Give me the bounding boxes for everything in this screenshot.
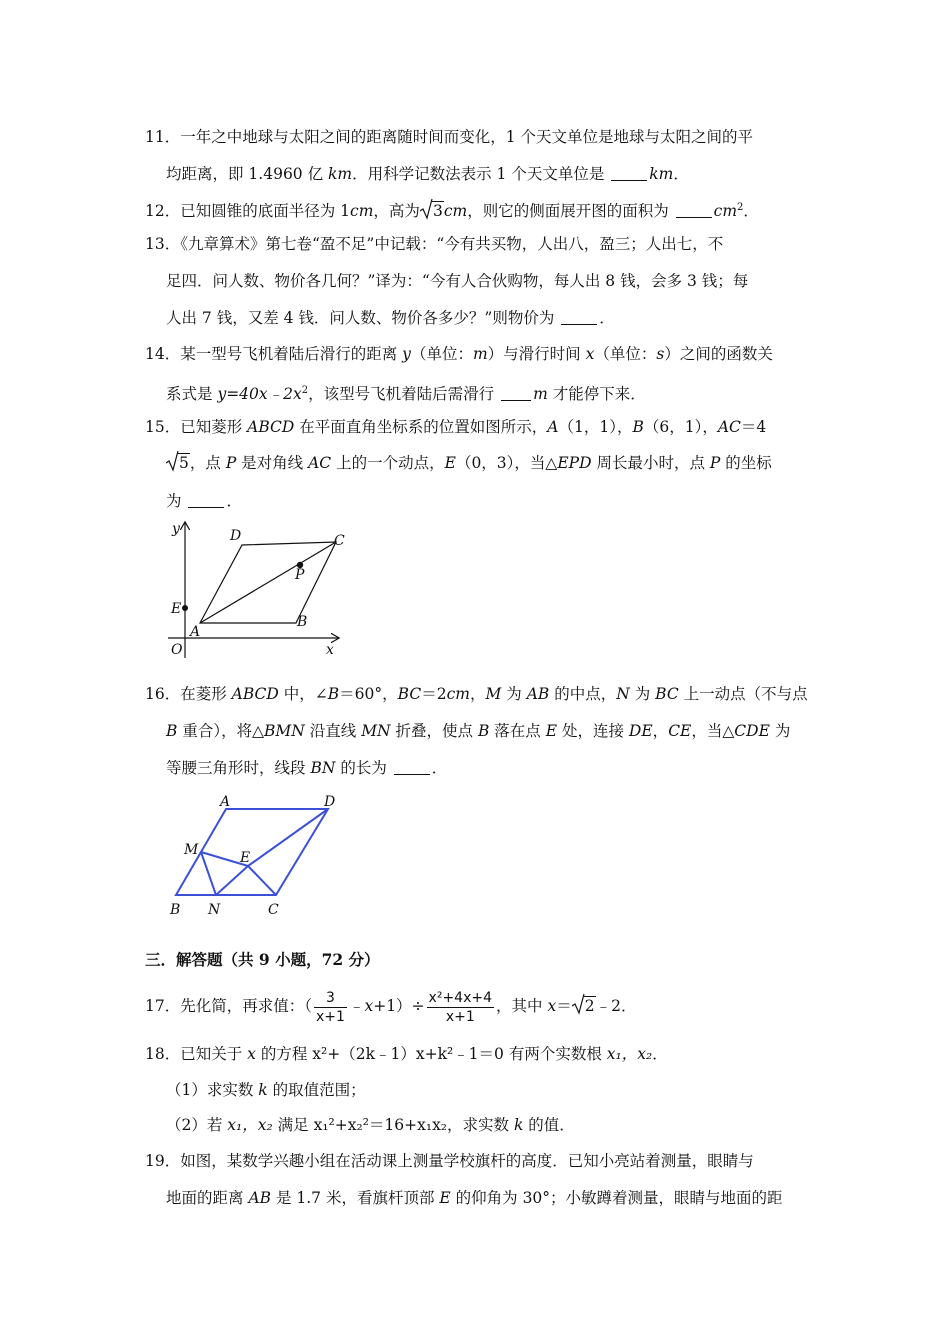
q14-line2 (166, 380, 646, 405)
frac2-denominator: x+1 (445, 1008, 475, 1025)
q16-end: ． (431, 759, 448, 777)
q19-line2 (166, 1187, 783, 1209)
q15-radicand: 5 (179, 454, 189, 472)
q17-t1: 先化简，再求值：（ (180, 997, 312, 1015)
q13-line1 (145, 233, 723, 255)
q16-t8: 为 (629, 685, 656, 703)
q18-k2: k (513, 1116, 524, 1134)
q11-unit: km (649, 165, 674, 183)
q16-t10: B (166, 722, 178, 740)
q14-x: x (585, 345, 595, 363)
q11-line1 (145, 126, 753, 148)
q16-abcd: ABCD (231, 685, 279, 703)
q18-t2: 的方程 (255, 1045, 313, 1063)
label-c: C (334, 533, 345, 549)
q19-t4: 的仰角为 30°；小敏蹲着测量，眼睛与地面的距 (450, 1189, 783, 1207)
segment-ne (216, 866, 248, 895)
q16-line1 (145, 683, 808, 705)
q16-rhombus-figure (160, 790, 350, 920)
q15-E: E (444, 454, 456, 472)
label-m: M (184, 842, 199, 858)
answer-blank (394, 760, 430, 775)
q15-t4: （6，1）， (643, 418, 718, 436)
q16-BN: BN (310, 759, 336, 777)
q15-end: ． (226, 492, 242, 510)
fraction-1 (314, 989, 347, 1026)
q16-t19: 等腰三角形时，线段 (166, 759, 311, 777)
q11-text2: 均距离，即 1.4960 亿 (166, 165, 329, 183)
answer-blank (501, 386, 531, 401)
q12-radicand: 3 (432, 202, 443, 221)
q12-sup: 2 (737, 202, 744, 213)
q18-eq: x²+（2k﹣1）x+k²﹣1＝0 (312, 1045, 504, 1063)
q13-end: ． (599, 309, 615, 327)
q15-A: A (547, 418, 559, 436)
q12-text3: ，则它的侧面展开图的面积为 (467, 202, 674, 221)
q13-line2: 足四．问人数、物价各几何？”译为：“今有人合伙购物，每人出 8 钱，会多 3 钱；每 (166, 272, 749, 290)
q17-t4: ，其中 (496, 997, 548, 1015)
q11-end: ． (673, 165, 689, 183)
q17-x2: x (547, 997, 557, 1015)
q16-t2: 中，∠ (278, 685, 328, 703)
q14-t2: （单位： (410, 345, 473, 363)
sqrt-symbol (166, 452, 190, 474)
q18-roots2: x₁，x₂ (227, 1116, 273, 1134)
q16-t1: 在菱形 (180, 685, 232, 703)
q18-t3: 有两个实数根 (503, 1045, 607, 1063)
frac2-numerator: x²+4x+4 (428, 989, 493, 1006)
q14-sup: 2 (301, 385, 309, 396)
q17-line1 (145, 986, 636, 1026)
q16-t15: 处，连接 (557, 722, 629, 740)
q16-number: 16． (145, 685, 181, 703)
answer-blank (676, 203, 712, 218)
q18-eq2: x₁²+x₂²＝16+x₁x₂ (313, 1116, 448, 1134)
q12-text: 已知圆锥的底面半径为 1 (180, 202, 351, 221)
answer-blank (561, 310, 597, 325)
sqrt-symbol (420, 200, 444, 222)
segment-mn (201, 852, 216, 895)
q19-line1 (145, 1150, 754, 1172)
q19-t2: 地面的距离 (166, 1189, 249, 1207)
q13-number: 13． (145, 235, 181, 253)
q14-t1: 某一型号飞机着陆后滑行的距离 (180, 345, 403, 363)
q16-BMN: BMN (264, 722, 305, 740)
section-heading: 三．解答题（共 9 小题，72 分） (145, 950, 380, 969)
q16-t6: 为 (501, 685, 527, 703)
q15-t11: 的坐标 (720, 454, 772, 472)
label-d: D (324, 794, 336, 810)
q16-M: M (485, 685, 502, 703)
label-a: A (190, 624, 201, 640)
answer-blank (611, 166, 647, 181)
q15-AC: AC (717, 418, 741, 436)
q16-CDE: CDE (734, 722, 770, 740)
q14-t4: （单位： (594, 345, 657, 363)
q15-P: P (225, 454, 237, 472)
q14-y: y (402, 345, 411, 363)
q15-t12: 为 (166, 492, 187, 510)
q16-t18: 为 (769, 722, 791, 740)
q15-t10: 周长最小时，点 (591, 454, 710, 472)
q14-unit: m (533, 385, 548, 404)
q16-line2 (166, 720, 790, 742)
q16-BC2: BC (655, 685, 679, 703)
q14-t7: ，该型号飞机着陆后需滑行 (308, 385, 500, 404)
label-b: B (170, 902, 181, 918)
q16-N: N (616, 685, 630, 703)
q15-t2: 在平面直角坐标系的位置如图所示， (294, 418, 548, 436)
q15-t9: （0，3），当△ (455, 454, 558, 472)
q19-AB: AB (248, 1189, 272, 1207)
q14-eq: y=40x﹣2x (217, 385, 302, 404)
q15-t8: 上的一个动点， (331, 454, 445, 472)
q14-t6: 系式是 (166, 385, 218, 404)
frac1-numerator: 3 (314, 989, 347, 1008)
q18-t1: 已知关于 (180, 1045, 248, 1063)
q12-cm: cm (350, 202, 374, 221)
q11-line2 (166, 163, 689, 185)
q19-t1: 如图，某数学兴趣小组在活动课上测量学校旗杆的高度．已知小亮站着测量，眼睛与 (180, 1152, 754, 1170)
q15-abcd: ABCD (247, 418, 295, 436)
q18-t6: （2）若 (166, 1116, 228, 1134)
q18-number: 18． (145, 1045, 181, 1063)
q11-text3: ．用科学记数法表示 1 个天文单位是 (352, 165, 610, 183)
q15-t1: 已知菱形 (180, 418, 248, 436)
q15-t3: （1，1）， (558, 418, 633, 436)
q18-t4: （1）求实数 (166, 1081, 259, 1099)
q15-B: B (632, 418, 644, 436)
q14-s: s (656, 345, 665, 363)
label-b: B (297, 614, 308, 630)
q13-text: 《九章算术》第七卷“盈不足”中记载：“今有共买物，人出八，盈三；人出七，不 (180, 235, 724, 253)
label-a: A (220, 794, 231, 810)
label-x: x (326, 642, 334, 658)
q17-t3: +1）÷ (373, 997, 425, 1015)
q16-MN: MN (361, 722, 391, 740)
q16-t16: ， (652, 722, 669, 740)
q14-t8: 才能停下来． (547, 385, 646, 404)
q16-line3 (166, 757, 447, 779)
point-e (182, 605, 188, 611)
q12-line1 (145, 197, 759, 222)
q14-number: 14． (145, 345, 181, 363)
sqrt-symbol (572, 995, 596, 1017)
q19-number: 19． (145, 1152, 181, 1170)
q12-unit: cm (713, 202, 738, 221)
q15-t7: 是对角线 (236, 454, 309, 472)
q15-AC2: AC (308, 454, 332, 472)
q16-AB: AB (526, 685, 550, 703)
q19-E: E (439, 1189, 451, 1207)
q15-line1 (145, 416, 766, 438)
q16-DE: DE (628, 722, 653, 740)
q16-t12: 沿直线 (304, 722, 362, 740)
q15-number: 15． (145, 418, 181, 436)
rhombus-abcd (176, 809, 328, 895)
q18-line1 (145, 1043, 668, 1065)
segment-de (248, 809, 328, 866)
q11-km: km (328, 165, 353, 183)
q18-t8: ，求实数 (447, 1116, 514, 1134)
q18-t7: 满足 (272, 1116, 314, 1134)
q16-B: B (327, 685, 340, 703)
label-n: N (208, 902, 221, 918)
q16-t11: 重合），将△ (177, 722, 264, 740)
q16-t9: 上一动点（不与点 (678, 685, 808, 703)
q16-t14: 落在点 (489, 722, 546, 740)
q15-t6: ，点 (189, 454, 226, 472)
q16-t20: 的长为 (335, 759, 392, 777)
q16-t4: ＝2 (421, 685, 447, 703)
q14-t3: ）与滑行时间 (487, 345, 586, 363)
q15-EPD: EPD (557, 454, 592, 472)
segment-ce (248, 866, 276, 895)
fraction-2 (427, 989, 494, 1026)
label-d: D (230, 528, 242, 544)
q11-number: 11． (145, 128, 181, 146)
label-y: y (172, 521, 180, 537)
q17-t6: ﹣2． (595, 997, 637, 1015)
q17-number: 17． (145, 997, 181, 1015)
q14-m: m (472, 345, 488, 363)
q15-P2: P (709, 454, 721, 472)
q17-x: x (364, 997, 374, 1015)
q17-t2: ﹣ (348, 997, 365, 1015)
q18-part2 (166, 1114, 575, 1136)
q16-E: E (545, 722, 558, 740)
q18-t9: 的值． (523, 1116, 575, 1134)
q18-end: ． (652, 1045, 668, 1063)
q16-BC: BC (397, 685, 422, 703)
label-c: C (268, 902, 279, 918)
q18-roots: x₁，x₂ (606, 1045, 653, 1063)
q12-end: ． (743, 202, 759, 221)
q14-line1 (145, 343, 773, 365)
label-o: O (171, 642, 183, 658)
label-e: E (171, 601, 182, 617)
q12-text2: ，高为 (373, 202, 420, 221)
q13-line3 (166, 307, 615, 329)
q16-B2: B (477, 722, 490, 740)
q14-t5: ）之间的函数关 (664, 345, 773, 363)
q17-t5: ＝ (556, 997, 572, 1015)
q13-text3: 人出 7 钱，又差 4 钱．问人数、物价各多少？”则物价为 (166, 309, 560, 327)
q16-t5: ， (469, 685, 486, 703)
q16-t13: 折叠，使点 (390, 722, 478, 740)
q18-k: k (258, 1081, 268, 1099)
q15-t5: ＝4 (740, 418, 767, 436)
frac1-denominator: x+1 (316, 1008, 345, 1025)
q16-t3: ＝60°， (339, 685, 398, 703)
q18-x: x (247, 1045, 256, 1063)
q16-t17: ，当△ (691, 722, 735, 740)
q16-CE: CE (668, 722, 692, 740)
q19-t3: 是 1.7 米，看旗杆顶部 (271, 1189, 440, 1207)
label-p: P (295, 567, 305, 583)
q17-radicand: 2 (584, 997, 595, 1015)
q15-line2 (166, 452, 772, 474)
q15-rhombus-figure (160, 515, 350, 660)
label-e: E (240, 850, 251, 866)
q12-cm2: cm (443, 202, 468, 221)
q16-t7: 的中点， (549, 685, 617, 703)
q12-number: 12． (145, 202, 181, 221)
q15-line3 (166, 490, 242, 512)
answer-blank (188, 493, 224, 508)
q16-cm: cm (446, 685, 470, 703)
q18-t5: 的取值范围； (267, 1081, 366, 1099)
q18-part1 (166, 1079, 366, 1101)
q11-text: 一年之中地球与太阳之间的距离随时间而变化，1 个天文单位是地球与太阳之间的平 (180, 128, 754, 146)
